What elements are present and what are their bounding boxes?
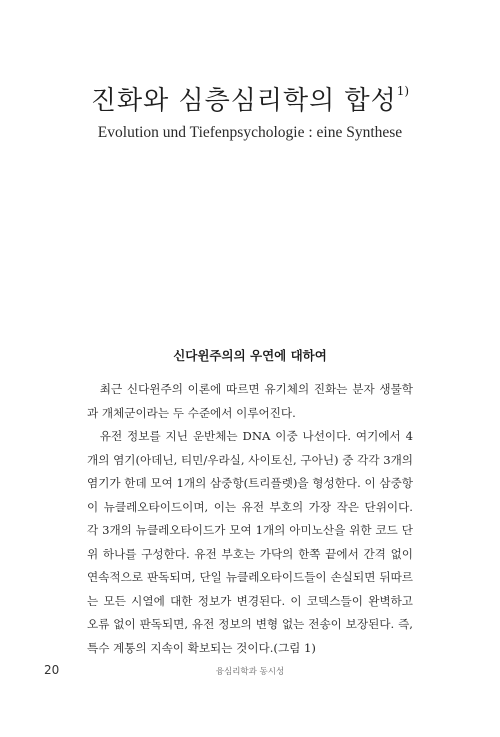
- running-footer-title: 융심리학과 동시성: [215, 667, 285, 677]
- page-number: 20: [44, 663, 60, 677]
- body-text: [87, 378, 413, 660]
- chapter-title: [0, 80, 500, 117]
- chapter-subtitle: Evolution und Tiefenpsychologie : eine Synthese: [97, 124, 403, 141]
- body-paragraph-2: 유전 정보를 지닌 운반체는 DNA 이중 나선이다. 여기에서 4개의 염기(아데닌, 티민/우라실, 사이토신, 구아닌) 중 각각 3개의 염기가 한데 모여 1개의 삼중항(트리플렛)을 형성한다. 이 삼중항이 뉴클레오타이드이며, 이는 유전 부호의 가장 작은 단위이다. 각 3개의 뉴클레오타이드가 모여 1개의 아미노산을 위한 코드 단위 하나를 구성한다. 유전 부호는 가닥의 한쪽 끝에서 간격 없이 연속적으로 판독되며, 단일 뉴클레오타이드들이 손실되면 뒤따르는 모든 시열에 대한 정보가 변경된다. 이 코덱스들이 완벽하고 오류 없이 판독되면, 유전 정보의 변형 없는 전송이 보장된다. 즉, 특수 계통의 지속이 확보되는 것이다.(그림 1): [87, 429, 413, 655]
- footnote-marker[interactable]: 1): [396, 84, 410, 98]
- body-paragraph-1: 최근 신다윈주의 이론에 따르면 유기체의 진화는 분자 생물학과 개체군이라는 두 수준에서 이루어진다.: [87, 382, 413, 420]
- section-heading: 신다윈주의의 우연에 대하여: [173, 348, 327, 363]
- chapter-title-text: 진화와 심층심리학의 합성: [90, 86, 397, 116]
